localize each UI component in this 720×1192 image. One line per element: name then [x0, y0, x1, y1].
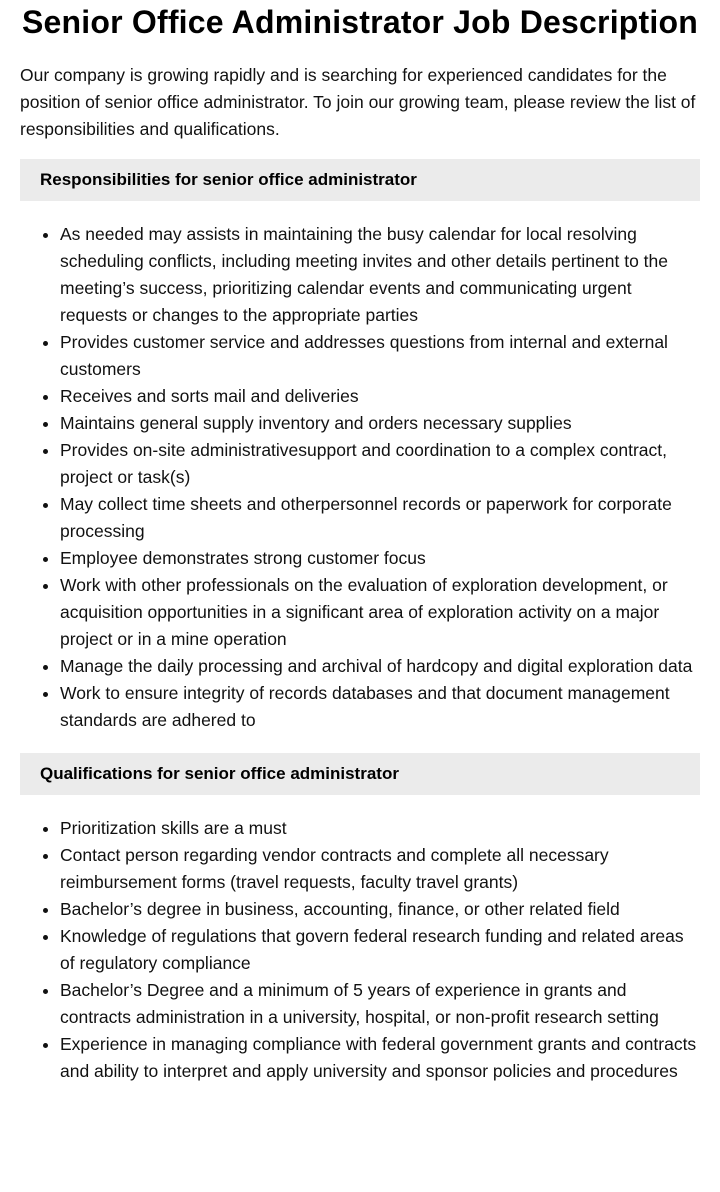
list-item: • Bachelor’s degree in business, accounting, finance, or other related field [60, 896, 700, 923]
list-item: • Experience in managing compliance with federal government grants and contracts and ability to interpret and apply university and sponsor policies and procedures [60, 1031, 700, 1085]
intro-paragraph: Our company is growing rapidly and is searching for experienced candidates for the position of senior office administrator. To join our growing team, please review the list of responsibilities and qualifications. [20, 65, 696, 139]
list-item: • Work to ensure integrity of records databases and that document management standards are adhered to [60, 680, 700, 734]
list-item: • Employee demonstrates strong customer focus [60, 545, 700, 572]
page-title: Senior Office Administrator Job Description [22, 4, 698, 40]
responsibilities-list [20, 221, 700, 734]
list-item: • Work with other professionals on the evaluation of exploration development, or acquisition opportunities in a significant area of exploration activity on a major project or in a mine operation [60, 572, 700, 653]
list-item: • May collect time sheets and otherpersonnel records or paperwork for corporate processing [60, 491, 700, 545]
list-item: • Receives and sorts mail and deliveries [60, 383, 700, 410]
responsibilities-heading: Responsibilities for senior office administrator [20, 159, 700, 201]
list-item: • Provides on-site administrativesupport and coordination to a complex contract, project or task(s) [60, 437, 700, 491]
list-item: • Knowledge of regulations that govern federal research funding and related areas of regulatory compliance [60, 923, 700, 977]
qualifications-list [20, 815, 700, 1085]
list-item: • Bachelor’s Degree and a minimum of 5 years of experience in grants and contracts administration in a university, hospital, or non-profit research setting [60, 977, 700, 1031]
list-item: • As needed may assists in maintaining the busy calendar for local resolving scheduling conflicts, including meeting invites and other details pertinent to the meeting’s success, prioritizing calendar events and communicating urgent requests or changes to the appropriate parties [60, 221, 700, 329]
list-item: • Maintains general supply inventory and orders necessary supplies [60, 410, 700, 437]
list-item: • Prioritization skills are a must [60, 815, 700, 842]
list-item: • Provides customer service and addresses questions from internal and external customers [60, 329, 700, 383]
list-item: • Contact person regarding vendor contracts and complete all necessary reimbursement forms (travel requests, faculty travel grants) [60, 842, 700, 896]
qualifications-heading: Qualifications for senior office administrator [20, 753, 700, 795]
list-item: • Manage the daily processing and archival of hardcopy and digital exploration data [60, 653, 700, 680]
